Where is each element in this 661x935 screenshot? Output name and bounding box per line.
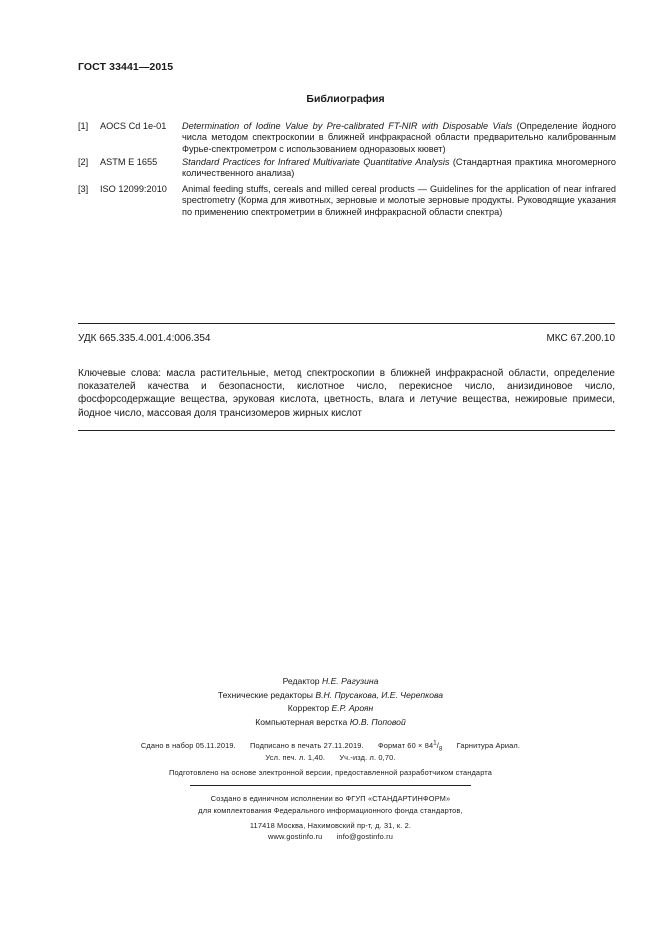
editor-name: Н.Е. Рагузина	[321, 676, 379, 686]
format-prefix: Формат 60 × 84	[377, 741, 434, 751]
submitted-date: Сдано в набор 05.11.2019.	[140, 741, 236, 751]
layout-line	[0, 716, 661, 730]
entry-text	[182, 121, 616, 155]
email-link[interactable]: info@gostinfo.ru	[336, 832, 393, 841]
format-denominator: 8	[438, 746, 443, 753]
entry-code: AOCS Cd 1e-01	[100, 121, 167, 131]
bibliography-entry-3	[78, 184, 616, 218]
tech-editors-names: В.Н. Прусакова, И.Е. Черепкова	[315, 689, 444, 700]
editor-line	[0, 675, 661, 689]
layout-label: Компьютерная верстка	[255, 716, 350, 727]
publisher-line-1: Создано в единичном исполнении во ФГУП «СТАНДАРТИНФОРМ»	[210, 794, 451, 803]
credits-block	[0, 675, 661, 729]
tech-editors-label: Технические редакторы	[217, 689, 316, 700]
signed-date: Подписано в печать 27.11.2019.	[250, 741, 364, 751]
entry-description: (Стандартная практика многомерного количественного анализа)	[182, 157, 616, 179]
entry-text	[182, 184, 616, 218]
footer-divider	[190, 785, 471, 786]
publisher-sheets: Уч.-изд. л. 0,70.	[339, 753, 396, 762]
print-sheets: Усл. печ. л. 1,40.	[265, 753, 326, 762]
entry-text	[182, 157, 616, 180]
entry-title: Determination of Iodine Value by Pre-calibrated FT-NIR with Disposable Vials	[182, 121, 513, 131]
udk-code: УДК 665.335.4.001.4:006.354	[78, 333, 211, 344]
top-divider	[78, 323, 615, 324]
entry-number: [1]	[78, 121, 89, 131]
print-info-line-2	[0, 752, 661, 764]
layout-name: Ю.В. Поповой	[349, 716, 406, 727]
bibliography-entry-1	[78, 121, 616, 155]
tech-editors-line	[0, 689, 661, 703]
prepared-note: Подготовлено на основе электронной версии, предоставленной разработчиком стандарта	[168, 768, 493, 777]
editor-label: Редактор	[282, 676, 322, 686]
website-link[interactable]: www.gostinfo.ru	[268, 832, 323, 841]
bottom-divider	[78, 430, 615, 431]
font-info: Гарнитура Ариал.	[456, 741, 521, 751]
format-numerator: 1	[433, 741, 437, 747]
corrector-line	[0, 702, 661, 716]
entry-number: [2]	[78, 157, 89, 167]
corrector-label: Корректор	[287, 703, 332, 713]
entry-code: ASTM E 1655	[100, 157, 158, 167]
bibliography-entry-2	[78, 157, 616, 180]
entry-title: Standard Practices for Infrared Multivariate Quantitative Analysis	[182, 157, 450, 167]
print-format: Формат $60 \times 84^1/_8$	[377, 741, 443, 753]
entry-description: Animal feeding stuffs, cereals and milled cereal products — Guidelines for the application of near infrared spectrometry (Корма для животных, зерновые и молотые зерновые продукты. Руководящие указания по применению спектрометрии в ближней инфракрасной области спектра)	[182, 184, 616, 217]
publisher-address: 117418 Москва, Нахимовский пр-т, д. 31, к. 2.	[249, 821, 412, 830]
keywords: Ключевые слова: масла растительные, метод спектроскопии в ближней инфракрасной области, определение показателей качества и безопасности, кислотное число, перекисное число, анизидиновое число, фосфорсодержащие вещества, эруковая кислота, цветность, влага и летучие вещества, нежировые примеси, йодное число, массовая доля трансизомеров жирных кислот	[78, 368, 615, 419]
entry-code: ISO 12099:2010	[100, 184, 167, 194]
document-header: ГОСТ 33441—2015	[78, 61, 174, 73]
mks-code: МКС 67.200.10	[546, 333, 615, 344]
publisher-line-2: для комплектования Федерального информационного фонда стандартов,	[198, 806, 463, 815]
bibliography-title: Библиография	[306, 93, 385, 105]
entry-number: [3]	[78, 184, 89, 194]
entry-description: (Определение йодного числа методом спектроскопии в ближней инфракрасной области предварительно калиброванным Фурье-спектрометром с использованием одноразовых кювет)	[182, 121, 616, 154]
publisher-contacts	[0, 831, 661, 843]
corrector-name: Е.Р. Ароян	[331, 703, 374, 713]
